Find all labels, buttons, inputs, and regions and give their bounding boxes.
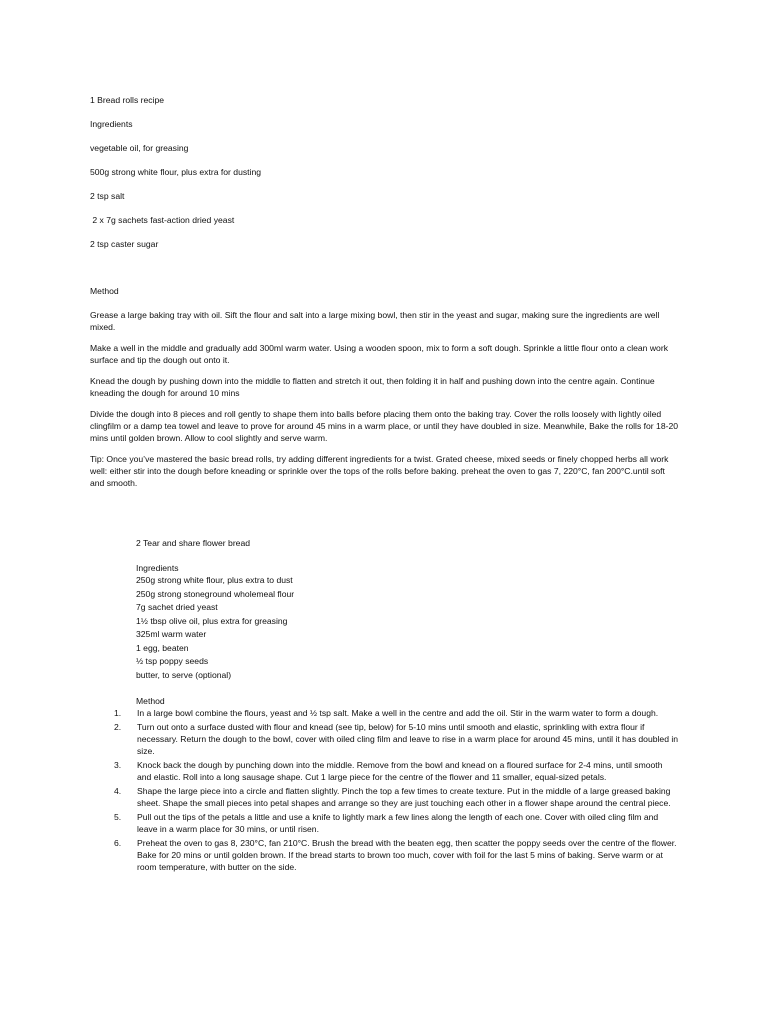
step-number: 2. [114, 722, 122, 732]
ingredient-item: 2 tsp salt [90, 191, 125, 201]
step-text: Shape the large piece into a circle and flatten slightly. Pinch the top a few times to create texture. Put in the middle of a large greased baking sheet. Shape the small pieces into petal shapes and arrange so they are just touching each other in a flower shape around the central piece. [137, 786, 671, 808]
ingredient-item: vegetable oil, for greasing [90, 143, 189, 153]
step-text: Knock back the dough by punching down into the middle. Remove from the bowl and knead on a floured surface for 2-4 mins, until smooth and elastic. Roll into a long sausage shape. Cut 1 large piece for the centre of the flower and 11 smaller, equal-sized petals. [137, 760, 663, 782]
method-paragraph: Knead the dough by pushing down into the middle to flatten and stretch it out, then folding it in half and pushing down into the centre again. Continue kneading the dough for around 10 mins [90, 376, 655, 398]
ingredients-heading: Ingredients [90, 119, 133, 129]
recipe-title: 1 Bread rolls recipe [90, 95, 165, 105]
method-step [114, 707, 679, 719]
ingredient-item: 2 tsp caster sugar [90, 239, 159, 249]
step-number: 1. [114, 708, 122, 718]
method-step [114, 759, 679, 783]
recipe-bread-rolls [90, 94, 680, 489]
ingredient-item: butter, to serve (optional) [136, 669, 232, 680]
ingredient-item: 250g strong stoneground wholemeal flour [136, 588, 295, 599]
step-text: Turn out onto a surface dusted with flour and knead (see tip, below) for 5-10 mins until smooth and elastic, sprinkling with extra flour if necessary. Return the dough to the bowl, cover with oiled cling film and leave to rise in a warm place for around 45 mins, until it has doubled in size. [137, 722, 679, 756]
step-number: 5. [114, 812, 122, 822]
step-text: In a large bowl combine the flours, yeast and ½ tsp salt. Make a well in the centre and add the oil. Stir in the warm water to form a dough. [137, 708, 659, 718]
method-step [114, 837, 679, 873]
recipe-title: 2 Tear and share flower bread [136, 538, 251, 548]
ingredients-heading: Ingredients [136, 563, 179, 573]
step-text: Preheat the oven to gas 8, 230°C, fan 210°C. Brush the bread with the beaten egg, then scatter the poppy seeds over the centre of the flower. Bake for 20 mins or until golden brown. If the bread starts to brown too much, cover with foil for the last 5 mins of baking. Serve warm or at room temperature, with butter on the side. [137, 838, 677, 872]
step-text: Pull out the tips of the petals a little and use a knife to lightly mark a few lines along the length of each one. Cover with oiled cling film and leave in a warm place for 30 mins, or until risen. [137, 812, 659, 834]
step-number: 3. [114, 760, 122, 770]
ingredient-item: 7g sachet dried yeast [136, 602, 218, 612]
method-paragraph: Divide the dough into 8 pieces and roll gently to shape them into balls before placing them onto the baking tray. Cover the rolls loosely with lightly oiled clingfilm or a damp tea towel and leave to prove for around 45 mins in a warm place, or until they have doubled in size. Meanwhile, Bake the rolls for 18-20 mins until golden brown. Allow to cool slightly and serve warm. [90, 409, 679, 443]
ingredient-item: 1½ tbsp olive oil, plus extra for greasing [136, 615, 288, 626]
method-paragraph: Grease a large baking tray with oil. Sift the flour and salt into a large mixing bowl, then stir in the yeast and sugar, making sure the ingredients are well mixed. [90, 310, 660, 332]
ingredient-item: ½ tsp poppy seeds [136, 656, 209, 666]
ingredient-item: 500g strong white flour, plus extra for dusting [90, 167, 262, 177]
method-heading: Method [136, 696, 165, 706]
ingredient-item: 1 egg, beaten [136, 642, 189, 653]
recipe-tear-and-share [114, 537, 679, 875]
method-heading: Method [90, 286, 119, 296]
method-paragraph: Make a well in the middle and gradually add 300ml warm water. Using a wooden spoon, mix to form a soft dough. Sprinkle a little flour onto a clean work surface and tip the dough out onto it. [90, 343, 668, 365]
step-number: 6. [114, 838, 122, 848]
step-number: 4. [114, 786, 122, 796]
method-steps [114, 707, 679, 873]
ingredient-item: 250g strong white flour, plus extra to dust [136, 575, 293, 585]
ingredient-item: 325ml warm water [136, 629, 207, 639]
method-step [114, 811, 679, 835]
method-step [114, 785, 679, 809]
method-step [114, 721, 679, 757]
ingredient-item: 2 x 7g sachets fast-action dried yeast [90, 215, 235, 225]
tip-paragraph: Tip: Once you’ve mastered the basic bread rolls, try adding different ingredients for a twist. Grated cheese, mixed seeds or finely chopped herbs all work well: either stir into the dough before kneading or sprinkle over the tops of the rolls before baking. preheat the oven to gas 7, 220°C, fan 200°C.until soft and smooth. [90, 454, 669, 488]
